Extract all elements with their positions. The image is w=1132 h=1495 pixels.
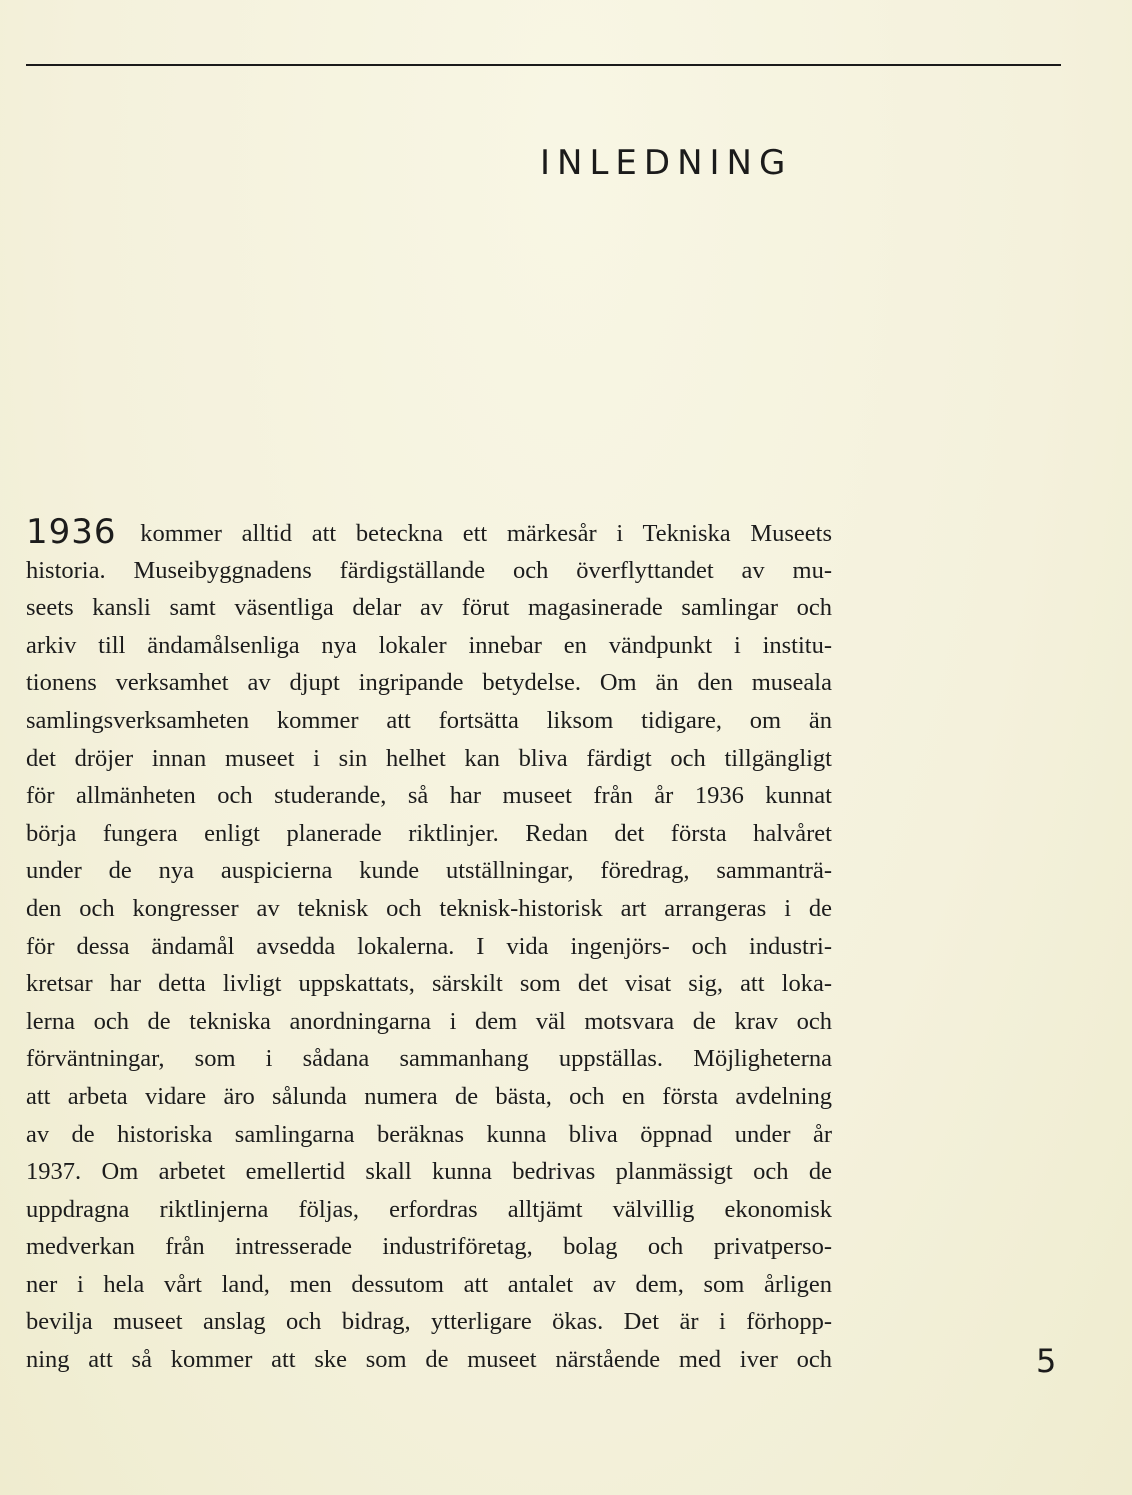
text-line: uppdragna riktlinjerna följas, erfordras alltjämt välvillig ekonomisk	[26, 1195, 832, 1223]
text-line: det dröjer innan museet i sin helhet kan bliva färdigt och tillgängligt	[26, 744, 832, 772]
text-line: börja fungera enligt planerade riktlinjer. Redan det första halvåret	[26, 819, 832, 847]
text-line: ning att så kommer att ske som de museet närstående med iver och	[26, 1346, 832, 1374]
text-line: seets kansli samt väsentliga delar av förut magasinerade samlingar och	[26, 594, 832, 622]
lead-year: 1936	[26, 512, 117, 552]
body-paragraph	[26, 514, 832, 1379]
text-line: lerna och de tekniska anordningarna i dem väl motsvara de krav och	[26, 1007, 832, 1035]
text-line: förväntningar, som i sådana sammanhang uppställas. Möjligheterna	[26, 1045, 832, 1073]
text-line: tionens verksamhet av djupt ingripande betydelse. Om än den museala	[26, 669, 832, 697]
top-rule	[26, 64, 1061, 66]
text-line	[26, 514, 832, 552]
text-line: av de historiska samlingarna beräknas kunna bliva öppnad under år	[26, 1120, 832, 1148]
text-line: arkiv till ändamålsenliga nya lokaler innebar en vändpunkt i institu-	[26, 631, 832, 659]
text-line: samlingsverksamheten kommer att fortsätta liksom tidigare, om än	[26, 706, 832, 734]
text-line: 1937. Om arbetet emellertid skall kunna bedrivas planmässigt och de	[26, 1158, 832, 1186]
page-title: INLEDNING	[540, 143, 793, 183]
text-line: historia. Museibyggnadens färdigställande och överflyttandet av mu-	[26, 556, 832, 584]
text-line-content: kommer alltid att beteckna ett märkesår i Tekniska Museets	[140, 520, 832, 547]
text-line: kretsar har detta livligt uppskattats, särskilt som det visat sig, att loka-	[26, 970, 832, 998]
text-line: medverkan från intresserade industriföretag, bolag och privatperso-	[26, 1233, 832, 1261]
page-number: 5	[1036, 1342, 1057, 1380]
text-line: för dessa ändamål avsedda lokalerna. I vida ingenjörs- och industri-	[26, 932, 832, 960]
text-line: under de nya auspicierna kunde utställningar, föredrag, sammanträ-	[26, 857, 832, 885]
text-line: att arbeta vidare äro sålunda numera de bästa, och en första avdelning	[26, 1082, 832, 1110]
text-line: den och kongresser av teknisk och teknisk-historisk art arrangeras i de	[26, 894, 832, 922]
text-line: bevilja museet anslag och bidrag, ytterligare ökas. Det är i förhopp-	[26, 1308, 832, 1336]
text-line: ner i hela vårt land, men dessutom att antalet av dem, som årligen	[26, 1270, 832, 1298]
text-line: för allmänheten och studerande, så har museet från år 1936 kunnat	[26, 782, 832, 810]
